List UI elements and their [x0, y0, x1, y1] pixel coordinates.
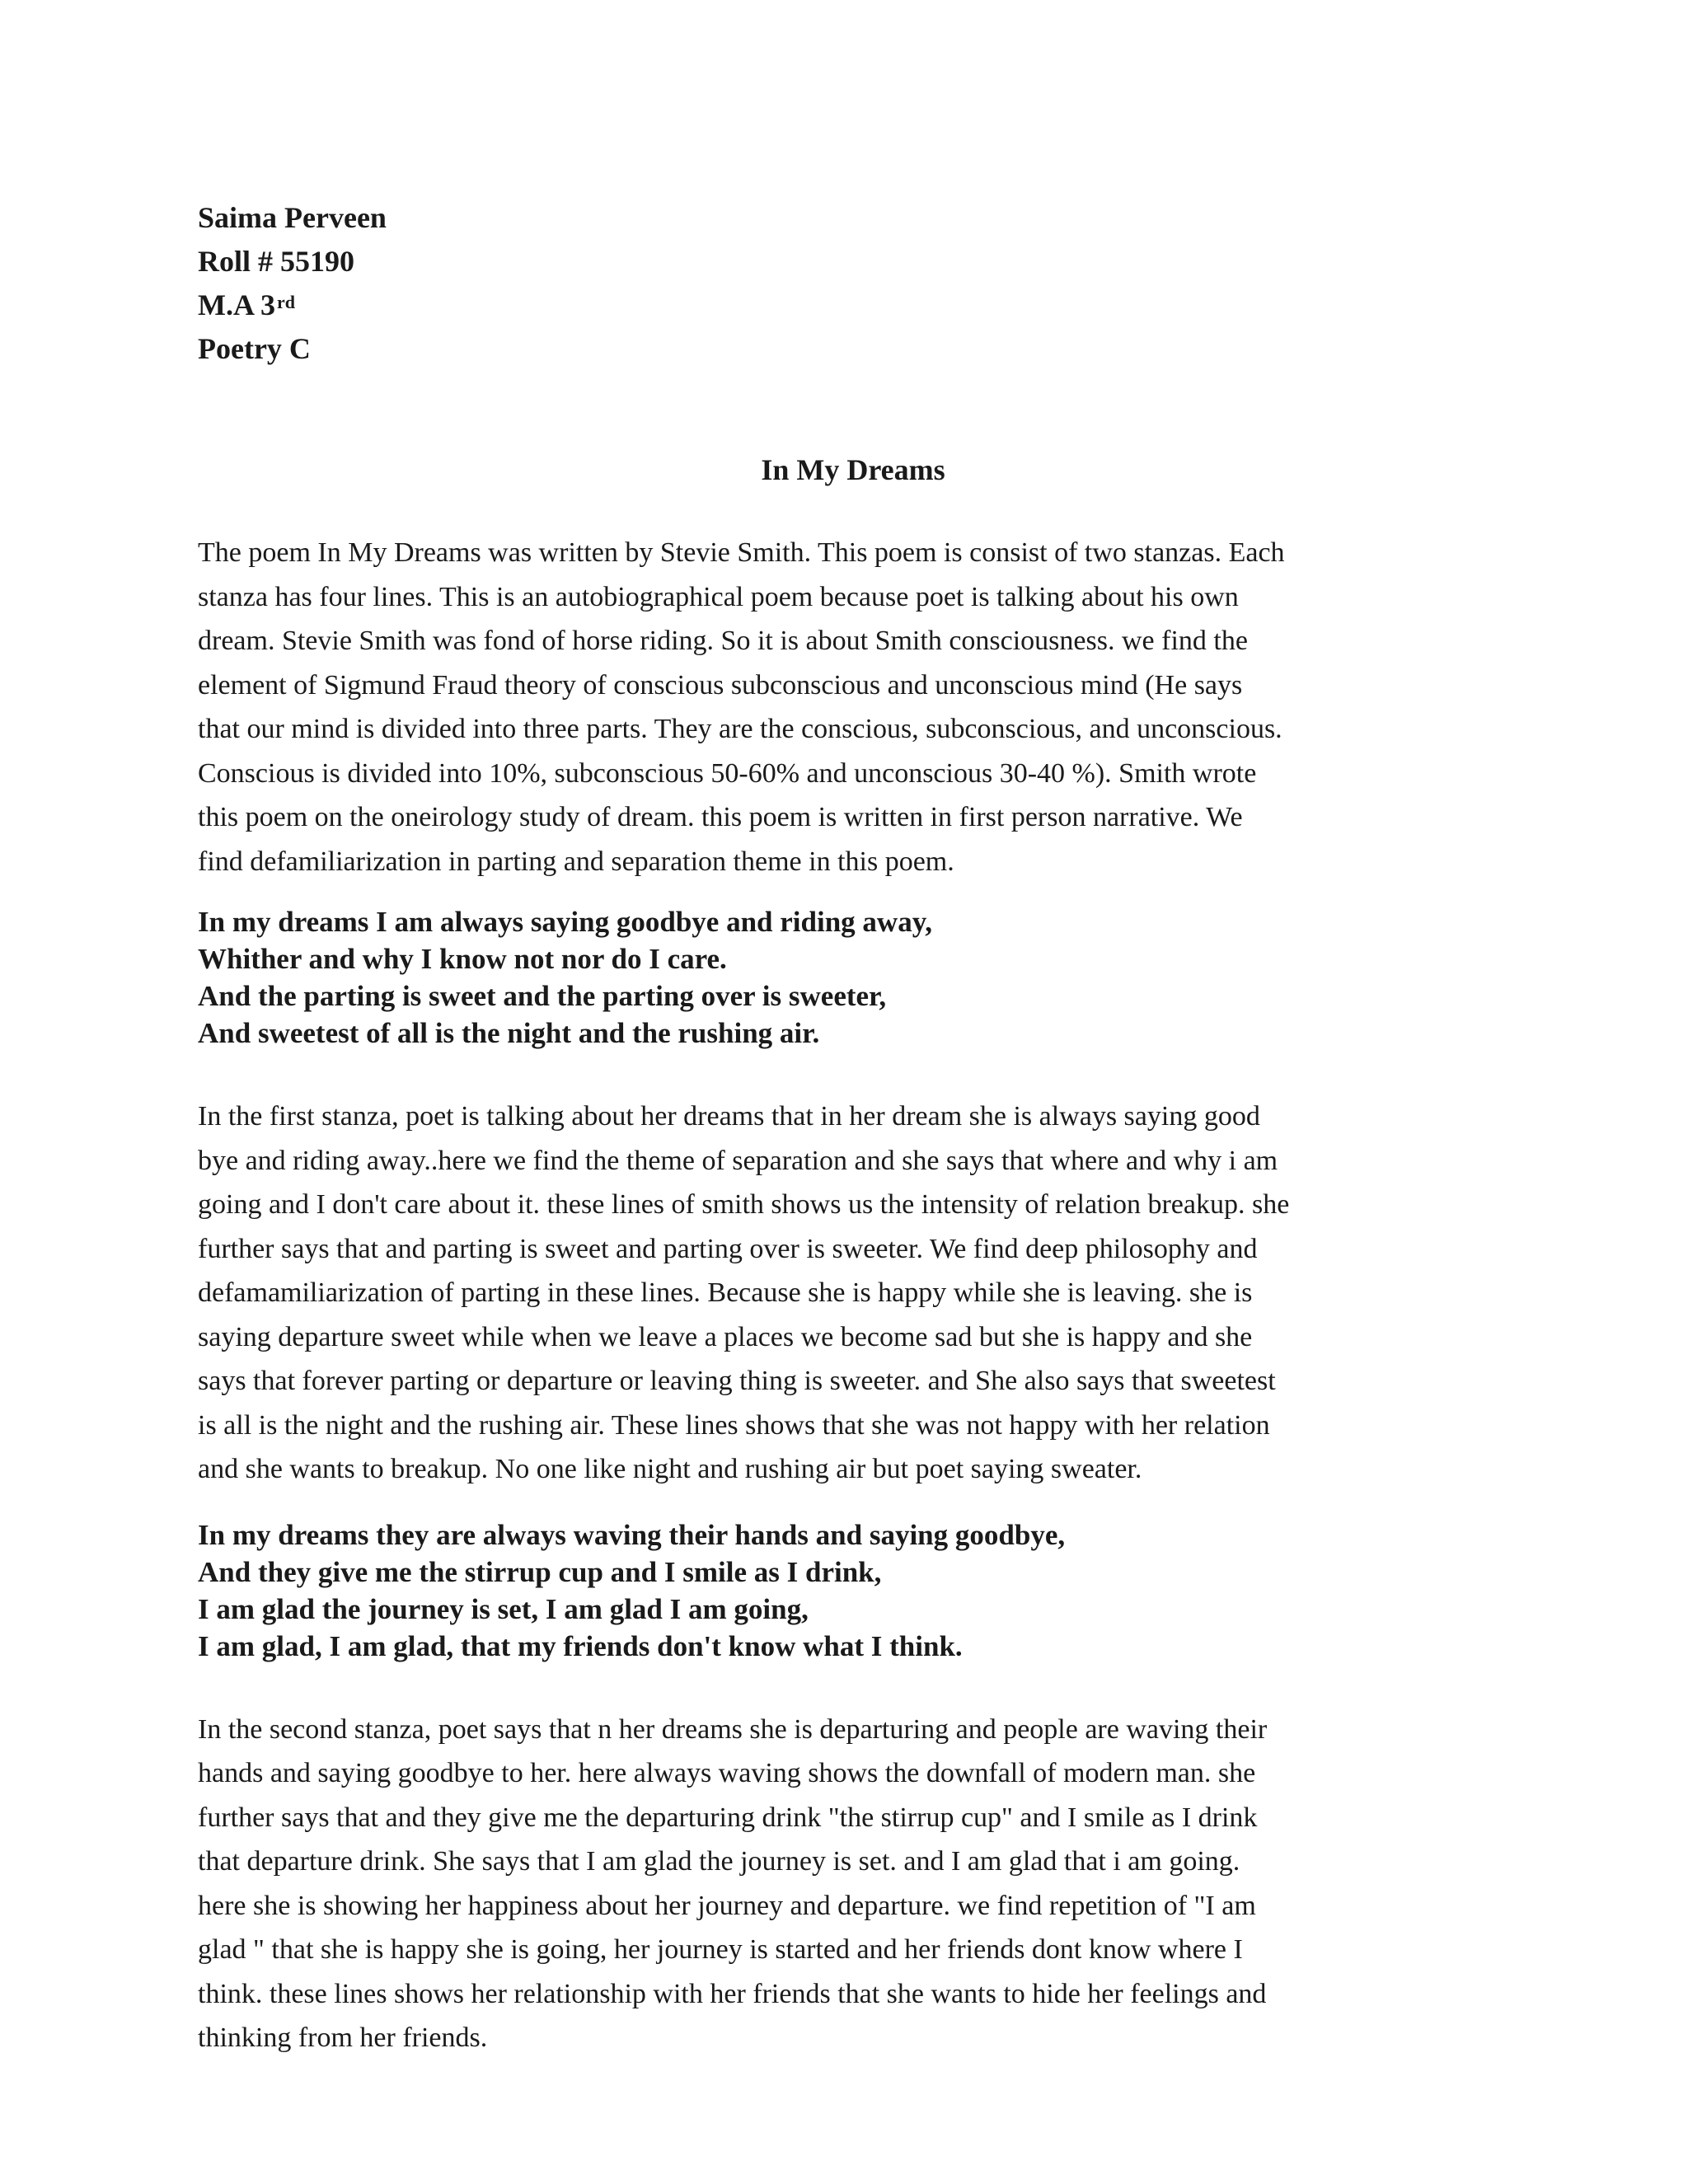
- analysis-line: that departure drink. She says that I am glad the journey is set. and I am glad that i am going.: [198, 1846, 1240, 1877]
- stanza-line: I am glad, I am glad, that my friends don't know what I think.: [198, 1629, 963, 1662]
- stanza-line: In my dreams they are always waving their hands and saying goodbye,: [198, 1518, 1066, 1551]
- page-title: In My Dreams: [761, 453, 945, 486]
- intro-line: that our mind is divided into three parts. They are the conscious, subconscious, and unconscious.: [198, 714, 1282, 744]
- analysis-line: glad " that she is happy she is going, her journey is started and her friends dont know where I: [198, 1934, 1243, 1965]
- class-level-ordinal: rd: [277, 292, 295, 312]
- analysis-line: says that forever parting or departure or leaving thing is sweeter. and She also says that sweetest: [198, 1366, 1276, 1396]
- intro-line: The poem In My Dreams was written by Stevie Smith. This poem is consist of two stanzas. Each: [198, 537, 1285, 568]
- intro-line: this poem on the oneirology study of dream. this poem is written in first person narrative. We: [198, 802, 1243, 832]
- analysis-paragraph-two: [198, 1708, 1484, 2060]
- stanza-line: And sweetest of all is the night and the rushing air.: [198, 1017, 820, 1049]
- stanza-line: Whither and why I know not nor do I care.: [198, 943, 727, 975]
- intro-line: Conscious is divided into 10%, subconscious 50-60% and unconscious 30-40 %). Smith wrote: [198, 757, 1257, 789]
- intro-line: dream. Stevie Smith was fond of horse riding. So it is about Smith consciousness. we find the: [198, 626, 1248, 656]
- analysis-line: saying departure sweet while when we leave a places we become sad but she is happy and she: [198, 1321, 1253, 1352]
- intro-line: stanza has four lines. This is an autobiographical poem because poet is talking about his own: [198, 581, 1239, 612]
- intro-paragraph: [198, 531, 1484, 883]
- subject: Poetry C: [198, 332, 311, 365]
- analysis-line: going and I don't care about it. these lines of smith shows us the intensity of relation breakup. she: [198, 1189, 1290, 1220]
- analysis-line: is all is the night and the rushing air. These lines shows that she was not happy with her relation: [198, 1409, 1270, 1441]
- stanza-two: [198, 1516, 1484, 1665]
- stanza-one: [198, 903, 1484, 1052]
- document-page: [198, 196, 1484, 2060]
- analysis-line: bye and riding away..here we find the theme of separation and she says that where and why i am: [198, 1145, 1278, 1176]
- analysis-line: hands and saying goodbye to her. here always waving shows the downfall of modern man. she: [198, 1758, 1256, 1788]
- analysis-line: defamamiliarization of parting in these lines. Because she is happy while she is leaving. she is: [198, 1277, 1253, 1308]
- analysis-line: In the first stanza, poet is talking about her dreams that in her dream she is always saying good: [198, 1101, 1260, 1132]
- stanza-line: In my dreams I am always saying goodbye and riding away,: [198, 906, 933, 938]
- analysis-paragraph-one: [198, 1094, 1484, 1492]
- roll-number: Roll # 55190: [198, 245, 355, 278]
- student-name: Saima Perveen: [198, 201, 387, 234]
- analysis-line: think. these lines shows her relationship with her friends that she wants to hide her feelings and: [198, 1978, 1267, 2009]
- class-level-text: M.A 3: [198, 288, 275, 321]
- stanza-line: And the parting is sweet and the parting over is sweeter,: [198, 980, 887, 1012]
- analysis-line: here she is showing her happiness about her journey and departure. we find repetition of "I am: [198, 1890, 1256, 1921]
- analysis-line: thinking from her friends.: [198, 2022, 488, 2053]
- analysis-line: further says that and they give me the departuring drink "the stirrup cup" and I smile as I drink: [198, 1802, 1258, 1833]
- analysis-line: further says that and parting is sweet and parting over is sweeter. We find deep philosophy and: [198, 1233, 1258, 1264]
- student-header: [198, 196, 1484, 371]
- stanza-line: And they give me the stirrup cup and I smile as I drink,: [198, 1555, 882, 1588]
- analysis-line: and she wants to breakup. No one like night and rushing air but poet saying sweater.: [198, 1454, 1142, 1484]
- class-level: [198, 284, 1484, 327]
- intro-line: element of Sigmund Fraud theory of conscious subconscious and unconscious mind (He says: [198, 669, 1243, 701]
- intro-line: find defamiliarization in parting and separation theme in this poem.: [198, 846, 954, 877]
- analysis-line: In the second stanza, poet says that n her dreams she is departuring and people are waving their: [198, 1713, 1268, 1745]
- stanza-line: I am glad the journey is set, I am glad I am going,: [198, 1592, 809, 1625]
